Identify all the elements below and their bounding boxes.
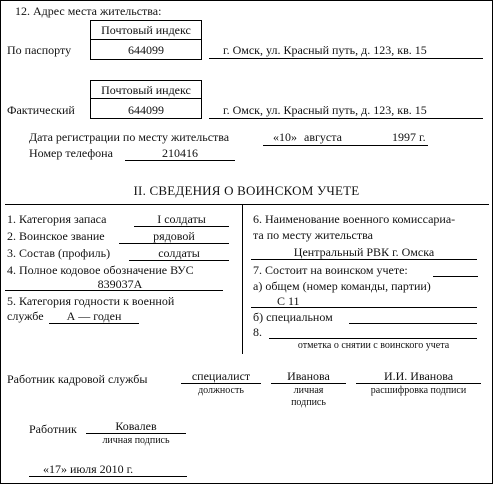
category-value[interactable]: I солдаты [157, 212, 206, 226]
worker-signature-caption: личная подпись [102, 435, 170, 446]
address-title: 12. Адрес места жительства: [15, 4, 162, 18]
registration-label: Дата регистрации по месту жительства [29, 130, 230, 144]
worker-signature-value[interactable]: Ковалев [115, 419, 157, 433]
military-column-divider [242, 204, 243, 354]
composition-line [129, 260, 229, 261]
actual-address-value[interactable]: г. Омск, ул. Красный путь, д. 123, кв. 15 [223, 103, 427, 117]
actual-index-value[interactable]: 644099 [128, 103, 164, 117]
category-line [134, 226, 229, 227]
item8-line [269, 338, 477, 339]
vus-value[interactable]: 839037А [97, 277, 143, 291]
commissariat-line [251, 259, 477, 260]
fitness-label-1: 5. Категория годности к военной [7, 294, 175, 308]
fitness-value[interactable]: А — годен [66, 309, 122, 323]
actual-address-line [209, 118, 483, 119]
actual-label: Фактический [7, 103, 75, 117]
hr-signature-caption-1: личная [293, 385, 324, 396]
signature-decode-line [356, 383, 481, 384]
registered-label: 7. Состоит на воинском учете: [253, 263, 408, 277]
commissariat-label-1: 6. Наименование военного комиссариа- [253, 212, 456, 226]
worker-label: Работник [29, 422, 77, 436]
signature-decode-caption: расшифровка подписи [370, 385, 467, 396]
worker-signature-line [86, 433, 186, 434]
vus-line [5, 290, 223, 291]
phone-line [125, 160, 235, 161]
special-line [349, 323, 477, 324]
registration-day[interactable]: «10» [273, 130, 297, 144]
general-value[interactable]: С 11 [277, 294, 300, 308]
registered-line [433, 276, 478, 277]
commissariat-label-2: та по месту жительства [253, 228, 373, 242]
rank-line [119, 243, 229, 244]
position-line [181, 383, 261, 384]
hr-worker-label: Работник кадровой службы [7, 372, 148, 386]
category-label: 1. Категория запаса [7, 212, 107, 226]
signing-date[interactable]: «17» июля 2010 г. [43, 462, 134, 476]
signature-decode-value[interactable]: И.И. Иванова [383, 369, 454, 383]
position-value[interactable]: специалист [191, 369, 251, 383]
passport-index-value[interactable]: 644099 [128, 43, 164, 57]
item8-label: 8. [253, 325, 262, 339]
registration-year[interactable]: 1997 г. [392, 130, 426, 144]
hr-signature-line [271, 383, 346, 384]
military-top-border [5, 204, 489, 205]
composition-label: 3. Состав (профиль) [7, 246, 111, 260]
rank-label: 2. Воинское звание [7, 229, 105, 243]
military-heading: II. СВЕДЕНИЯ О ВОИНСКОМ УЧЕТЕ [133, 183, 360, 198]
general-label: а) общем (номер команды, партии) [253, 279, 431, 293]
commissariat-value[interactable]: Центральный РВК г. Омска [293, 245, 435, 259]
special-label: б) специальном [253, 310, 333, 324]
position-caption: должность [198, 385, 244, 396]
registration-date-line [263, 145, 428, 146]
general-line [251, 307, 477, 308]
removal-caption: отметка о снятии с воинского учета [297, 340, 450, 351]
registration-month[interactable]: августа [304, 130, 342, 144]
passport-address-value[interactable]: г. Омск, ул. Красный путь, д. 123, кв. 15 [223, 43, 427, 57]
vus-label: 4. Полное кодовое обозначение ВУС [7, 263, 194, 277]
actual-index-header: Почтовый индекс [101, 83, 191, 97]
phone-label: Номер телефона [29, 146, 113, 160]
passport-index-divider [90, 39, 202, 40]
fitness-line [49, 323, 139, 324]
passport-address-line [209, 58, 483, 59]
passport-index-header: Почтовый индекс [101, 23, 191, 37]
hr-signature-caption-2: подпись [291, 397, 326, 408]
rank-value[interactable]: рядовой [153, 229, 195, 243]
passport-label: По паспорту [7, 43, 72, 57]
phone-value[interactable]: 210416 [162, 146, 198, 160]
composition-value[interactable]: солдаты [158, 246, 200, 260]
actual-index-divider [90, 98, 202, 99]
fitness-label-2: службе [7, 309, 44, 323]
hr-signature-value[interactable]: Иванова [287, 369, 330, 383]
signing-date-line [29, 476, 187, 477]
